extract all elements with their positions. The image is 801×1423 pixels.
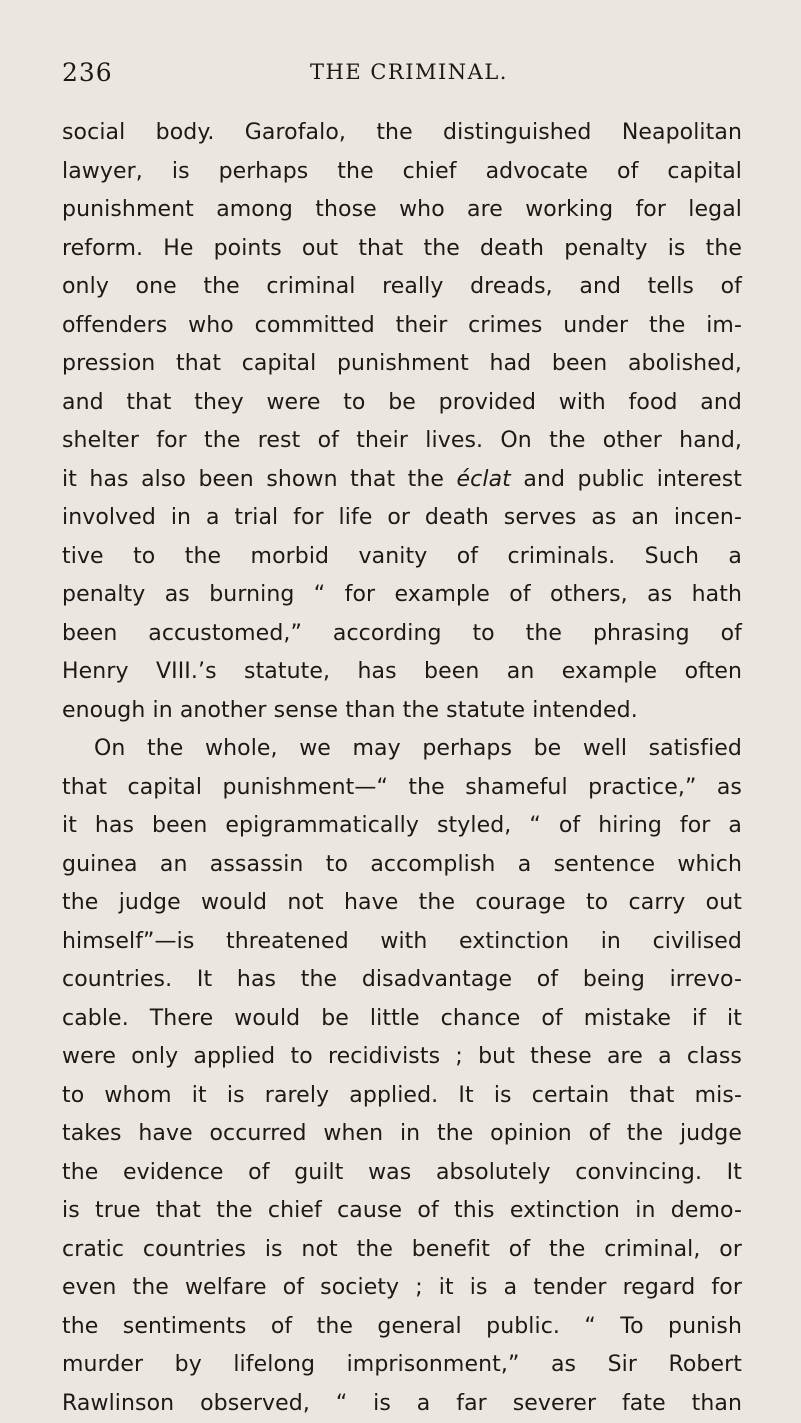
paragraph-start-line: On the whole, we may perhaps be well satisfied	[62, 730, 742, 769]
text-line: Rawlinson observed, “ is a far severer fate than	[62, 1385, 742, 1423]
text-line: the sentiments of the general public. “ To punish	[62, 1308, 742, 1347]
text-line: takes have occurred when in the opinion of the judge	[62, 1115, 742, 1154]
page-number: 236	[62, 58, 113, 87]
text-line: that capital punishment—“ the shameful practice,” as	[62, 769, 742, 808]
body-text	[62, 114, 742, 1423]
text-line: Henry VIII.’s statute, has been an example often	[62, 653, 742, 692]
text-line: and that they were to be provided with food and	[62, 384, 742, 423]
text-line: shelter for the rest of their lives. On the other hand,	[62, 422, 742, 461]
text-line: murder by lifelong imprisonment,” as Sir Robert	[62, 1346, 742, 1385]
text-line: cable. There would be little chance of mistake if it	[62, 1000, 742, 1039]
text-line: to whom it is rarely applied. It is certain that mis-	[62, 1077, 742, 1116]
text-line: the evidence of guilt was absolutely convincing. It	[62, 1154, 742, 1193]
text-line: countries. It has the disadvantage of being irrevo-	[62, 961, 742, 1000]
text-line: penalty as burning “ for example of others, as hath	[62, 576, 742, 615]
text-line: cratic countries is not the benefit of the criminal, or	[62, 1231, 742, 1270]
text-line: even the welfare of society ; it is a tender regard for	[62, 1269, 742, 1308]
text-line: offenders who committed their crimes under the im-	[62, 307, 742, 346]
text-line: tive to the morbid vanity of criminals. Such a	[62, 538, 742, 577]
text-line: is true that the chief cause of this extinction in demo-	[62, 1192, 742, 1231]
text-line: lawyer, is perhaps the chief advocate of capital	[62, 153, 742, 192]
text-segment: and public interest	[511, 467, 742, 492]
running-title: THE CRIMINAL.	[310, 60, 508, 84]
text-line: it has been epigrammatically styled, “ of hiring for a	[62, 807, 742, 846]
paragraph-end-line: enough in another sense than the statute intended.	[62, 692, 742, 731]
text-line: punishment among those who are working for legal	[62, 191, 742, 230]
text-line: pression that capital punishment had been abolished,	[62, 345, 742, 384]
text-line-with-italic	[62, 461, 742, 500]
text-segment: it has also been shown that the	[62, 467, 457, 492]
text-line: were only applied to recidivists ; but these are a class	[62, 1038, 742, 1077]
running-head	[62, 58, 742, 94]
text-line: been accustomed,” according to the phrasing of	[62, 615, 742, 654]
text-line: reform. He points out that the death penalty is the	[62, 230, 742, 269]
text-line: himself”—is threatened with extinction in civilised	[62, 923, 742, 962]
text-line: involved in a trial for life or death serves as an incen-	[62, 499, 742, 538]
text-line: guinea an assassin to accomplish a sentence which	[62, 846, 742, 885]
italic-word: éclat	[457, 467, 511, 492]
text-line: the judge would not have the courage to carry out	[62, 884, 742, 923]
text-line: only one the criminal really dreads, and tells of	[62, 268, 742, 307]
text-line: social body. Garofalo, the distinguished Neapolitan	[62, 114, 742, 153]
